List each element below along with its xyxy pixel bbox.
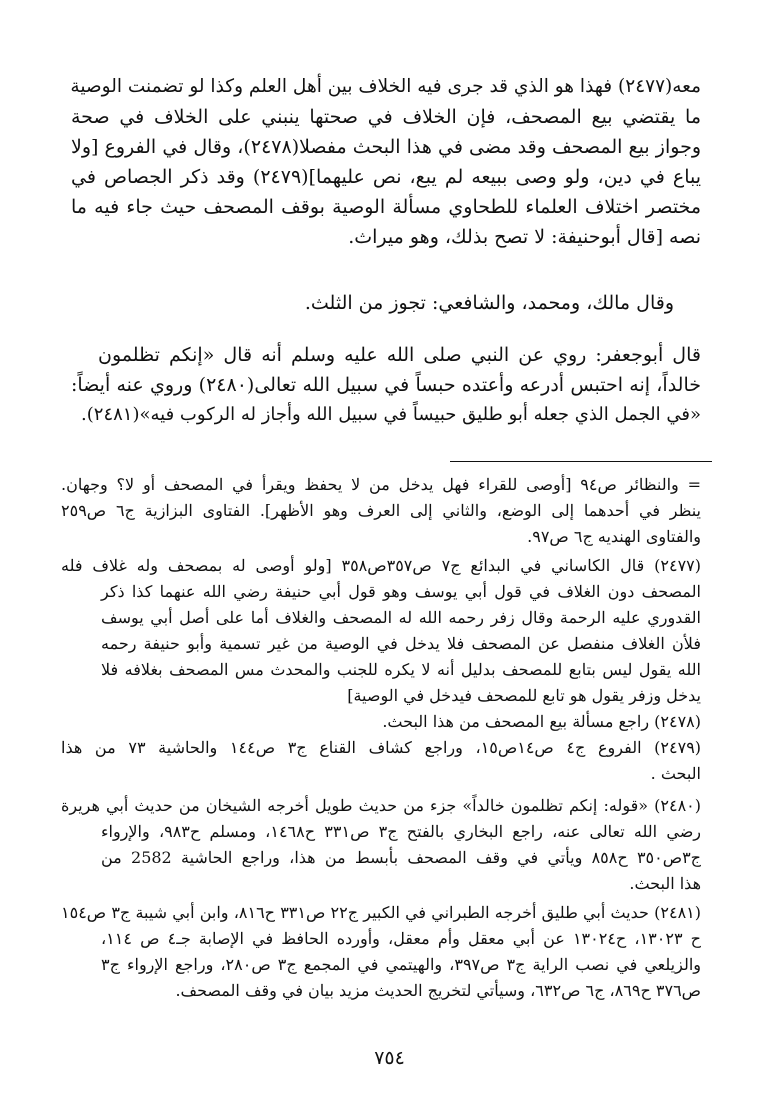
footnote-line-15: ج٣ص٣٥٠ ح٨٥٨ ويأتي في وقف المصحف بأبسط من هذا، وراجع الحاشية 2582 من — [101, 848, 701, 867]
footnote-line-4: (٢٤٧٧) قال الكاساني في البدائع ج٧ ص٣٥٧ص٣٥٨ [ولو أوصى له بمصحف وله غلاف فله — [61, 556, 701, 575]
footnote-line-5: المصحف دون الغلاف في قول أبي يوسف وهو قول أبي حنيفة رضي الله عنهما كذا ذكر — [101, 582, 701, 601]
footnote-line-7: فلأن الغلاف منفصل عن المصحف فلا يدخل في الوصية من غير تسمية وأبو حنيفة رحمه — [101, 634, 701, 653]
footnote-line-13: (٢٤٨٠) «قوله: إنكم تظلمون خالداً» جزء من حديث طويل أخرجه الشيخان من حديث أبي هريرة — [61, 796, 701, 815]
footnote-line-6: القدوري عليه الرحمة وقال زفر رحمه الله له المصحف والغلاف أما على أصل أبي يوسف — [101, 608, 701, 627]
footnote-separator — [450, 461, 712, 462]
body-line-6: نصه [قال أبوحنيفة: لا تصح بذلك، وهو ميراث. — [348, 226, 701, 248]
body-line-7: وقال مالك، ومحمد، والشافعي: تجوز من الثلث. — [304, 292, 674, 314]
body-line-8: قال أبوجعفر: روي عن النبي صلى الله عليه وسلم أنه قال «إنكم تظلمون — [98, 344, 701, 366]
footnote-line-16: هذا البحث. — [629, 874, 701, 893]
body-line-4: يباع في دين، ولو وصى ببيعه لم يبع، نص عليهما](٢٤٧٩) وقد ذكر الجصاص في — [71, 166, 702, 188]
body-line-3: وجواز بيع المصحف وقد مضى في هذا البحث مفصلا(٢٤٧٨)، وقال في الفروع [ولا — [71, 136, 701, 158]
footnote-line-2: ينظر في أحدهما إلى الوضع، والثاني إلى العرف وهو الأظهر]. الفتاوى البزازية ج٦ ص٢٥٩ — [61, 501, 701, 520]
footnote-line-14: رضي الله تعالى عنه، راجع البخاري بالفتح ج٣ ص٣٣١ ح١٤٦٨، ومسلم ح٩٨٣، والإرواء — [101, 822, 702, 841]
body-line-5: مختصر اختلاف العلماء للطحاوي مسألة الوصية بوقف المصحف حيث جاء فيه ما — [71, 196, 701, 218]
footnote-line-3: والفتاوى الهنديه ج٦ ص٩٧. — [527, 527, 701, 546]
footnote-line-1: = والنظائر ص٩٤ [أوصى للقراء فهل يدخل من لا يحفظ ويقرأ في المصحف أو لا؟ وجهان. — [61, 475, 702, 494]
footnote-line-17: (٢٤٨١) حديث أبي طليق أخرجه الطبراني في الكبير ج٢٢ ص٣٣١ ح٨١٦، وابن أبي شيبة ج٣ ص١٥٤ — [61, 903, 701, 922]
page-number: ٧٥٤ — [374, 1047, 405, 1069]
footnote-line-20: ص٣٧٦ ح٨٦٩، ج٦ ص٦٣٢، وسيأتي لتخريج الحديث مزيد بيان في وقف المصحف. — [175, 981, 701, 1000]
footnote-line-18: ح ١٣٠٢٣، ح١٣٠٢٤ عن أبي معقل وأم معقل، وأورده الحافظ في الإصابة جـ٤ ص ١١٤، — [101, 929, 702, 948]
body-line-9: خالداً، إنه احتبس أدرعه وأعتده حبساً في سبيل الله تعالى(٢٤٨٠) وروي عنه أيضاً: — [71, 374, 701, 396]
footnote-line-8: الله يقول ليس بتابع للمصحف بدليل أنه لا يكره للجنب والمحدث مس المصحف بغلافه فلا — [101, 660, 702, 679]
footnote-line-10: (٢٤٧٨) راجع مسألة بيع المصحف من هذا البحث. — [382, 712, 701, 731]
body-line-1: معه(٢٤٧٧) فهذا هو الذي قد جرى فيه الخلاف بين أهل العلم وكذا لو تضمنت الوصية — [70, 76, 701, 97]
body-line-10: «في الجمل الذي جعله أبو طليق حبيساً في سبيل الله وأجاز له الركوب فيه»(٢٤٨١). — [81, 404, 701, 425]
footnote-line-19: والزيلعي في نصب الراية ج٣ ص٣٩٧، والهيتمي في المجمع ج٣ ص٢٨٠، وراجع الإرواء ج٣ — [101, 955, 702, 974]
body-line-2: ما يقتضي بيع المصحف، فإن الخلاف في صحتها ينبني على الخلاف في صحة — [71, 106, 701, 128]
footnote-line-9: يدخل وزفر يقول هو تابع للمصحف فيدخل في الوصية] — [347, 686, 701, 705]
footnote-line-11: (٢٤٧٩) الفروع ج٤ ص١٤ص١٥، وراجع كشاف القناع ج٣ ص١٤٤ والحاشية ٧٣ من هذا — [61, 738, 702, 757]
footnote-line-12: البحث . — [650, 764, 701, 783]
